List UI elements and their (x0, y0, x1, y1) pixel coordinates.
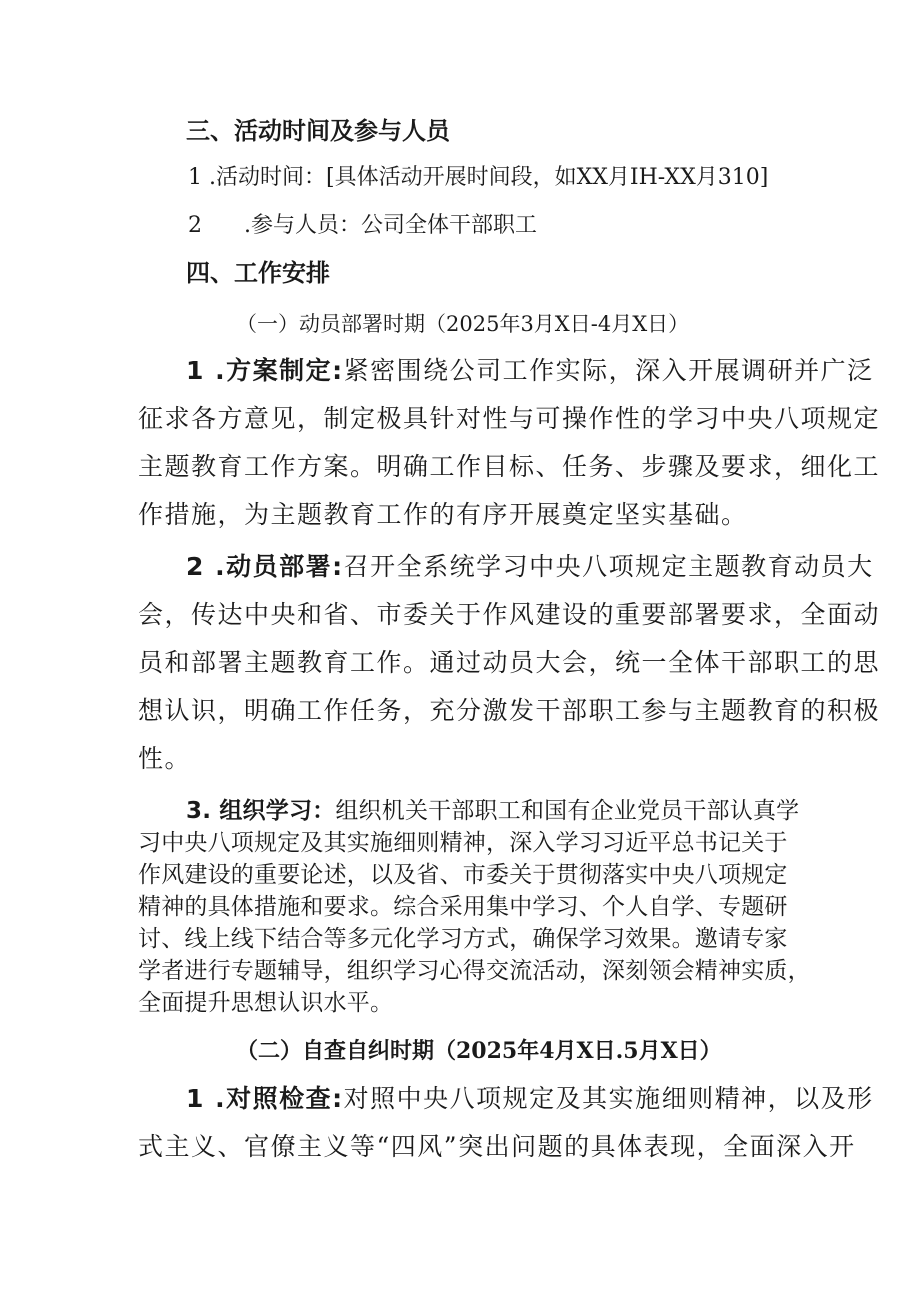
study-paragraph-line-2: 习中央八项规定及其实施细则精神，深入学习习近平总书记关于 (138, 830, 788, 856)
participants-number: 2 (188, 213, 202, 238)
activity-time-line: 1 .活动时间：[具体活动开展时间段，如XX月IH-XX月310] (188, 165, 769, 190)
study-paragraph-line-4: 精神的具体措施和要求。综合采用集中学习、个人自学、专题研 (138, 894, 788, 920)
study-paragraph-line-7: 全面提升思想认识水平。 (138, 990, 394, 1016)
mobilize-label: 2 .动员部署: (186, 552, 344, 581)
mobilize-paragraph-line-2: 会，传达中央和省、市委关于作风建设的重要部署要求，全面动 (138, 600, 881, 629)
section-four-heading: 四、工作安排 (186, 259, 330, 287)
check-label: 1 .对照检查: (186, 1084, 344, 1113)
study-paragraph-line-1 (186, 796, 799, 826)
check-paragraph-line-1 (186, 1084, 874, 1114)
mobilize-text-1: 召开全系统学习中央八项规定主题教育动员大 (343, 552, 874, 581)
check-paragraph-line-2: 式主义、官僚主义等“四风”突出问题的具体表现，全面深入开 (138, 1132, 856, 1161)
check-text-1: 对照中央八项规定及其实施细则精神，以及形 (343, 1084, 874, 1113)
study-paragraph-line-5: 讨、线上线下结合等多元化学习方式，确保学习效果。邀请专家 (138, 926, 788, 952)
plan-paragraph-line-3: 主题教育工作方案。明确工作目标、任务、步骤及要求，细化工 (138, 452, 881, 481)
mobilize-paragraph-line-3: 员和部署主题教育工作。通过动员大会，统一全体干部职工的思 (138, 648, 881, 677)
study-text-1: 组织机关干部职工和国有企业党员干部认真学 (335, 798, 800, 824)
participants-line: .参与人员：公司全体干部职工 (244, 213, 537, 238)
plan-paragraph-line-1 (186, 356, 874, 386)
section-three-heading: 三、活动时间及参与人员 (186, 117, 450, 145)
mobilize-paragraph-line-1 (186, 552, 874, 582)
study-paragraph-line-6: 学者进行专题辅导，组织学习心得交流活动，深刻领会精神实质， (138, 958, 811, 984)
mobilize-paragraph-line-4: 想认识，明确工作任务，充分激发干部职工参与主题教育的积极 (138, 696, 881, 725)
plan-label: 1 .方案制定: (186, 356, 344, 385)
phase-one-title: （一）动员部署时期（2025年3月X日-4月X日） (236, 312, 690, 336)
mobilize-paragraph-line-5: 性。 (138, 744, 192, 773)
plan-paragraph-line-2: 征求各方意见，制定极具针对性与可操作性的学习中央八项规定 (138, 404, 881, 433)
study-label: 3. 组织学习： (186, 798, 336, 824)
study-paragraph-line-3: 作风建设的重要论述，以及省、市委关于贯彻落实中央八项规定 (138, 862, 788, 888)
phase-two-title: （二）自查自纠时期（2025年4月X日.5月X日） (236, 1038, 722, 1064)
plan-text-1: 紧密围绕公司工作实际，深入开展调研并广泛 (343, 356, 874, 385)
plan-paragraph-line-4: 作措施，为主题教育工作的有序开展奠定坚实基础。 (138, 500, 748, 529)
